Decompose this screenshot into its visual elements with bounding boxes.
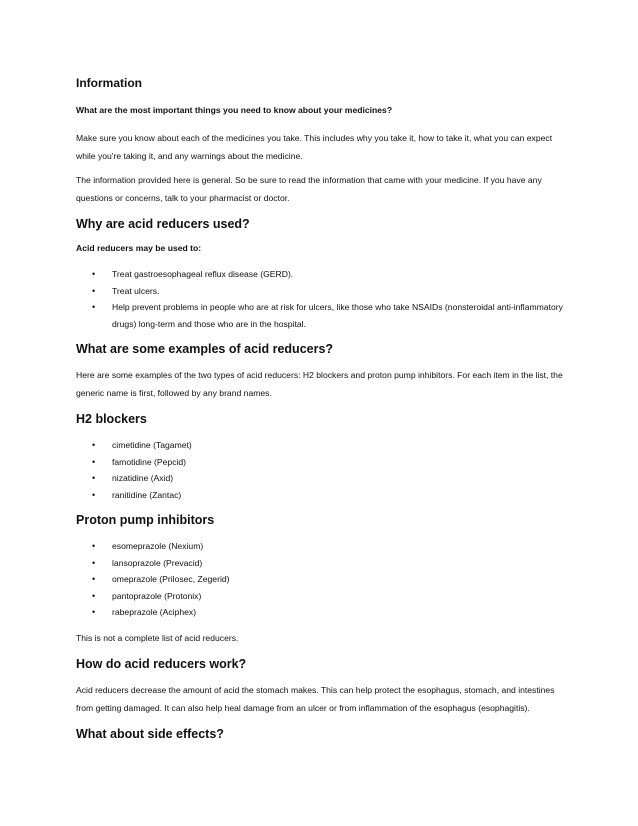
examples-paragraph: Here are some examples of the two types of acid reducers: H2 blockers and proton pump inhibitors. For each item in the list, the generic name is first, followed by any brand names.	[76, 370, 563, 398]
why-used-heading: Why are acid reducers used?	[76, 217, 250, 231]
list-item: • Treat gastroesophageal reflux disease (GERD).	[92, 266, 566, 283]
list-item: • Help prevent problems in people who are at risk for ulcers, like those who take NSAIDs (nonsteroidal anti-inflammatory drugs) long-term and those who are in the hospital.	[92, 299, 566, 332]
document-page	[76, 76, 566, 752]
list-item: • pantoprazole (Protonix)	[92, 588, 566, 605]
bullet-icon: •	[92, 607, 96, 617]
bullet-icon: •	[92, 302, 96, 312]
bullet-icon: •	[92, 440, 96, 450]
bullet-icon: •	[92, 590, 96, 601]
list-item: • ranitidine (Zantac)	[92, 487, 566, 504]
bullet-icon: •	[92, 269, 96, 279]
bullet-icon: •	[92, 489, 96, 500]
how-work-paragraph: Acid reducers decrease the amount of acid the stomach makes. This can help protect the esophagus, stomach, and intestines from getting damaged. It can also help heal damage from an ulcer or from inflammation of the esophagus (esophagitis).	[76, 685, 555, 713]
side-effects-heading: What about side effects?	[76, 727, 224, 741]
how-work-heading: How do acid reducers work?	[76, 657, 247, 671]
bullet-icon: •	[92, 456, 96, 467]
information-heading: Information	[76, 76, 142, 90]
ppi-list	[76, 538, 566, 621]
list-item: • rabeprazole (Aciphex)	[92, 604, 566, 621]
list-item: • Treat ulcers.	[92, 283, 566, 300]
list-item: • famotidine (Pepcid)	[92, 454, 566, 471]
list-item: • esomeprazole (Nexium)	[92, 538, 566, 555]
bullet-icon: •	[92, 541, 96, 551]
h2-blockers-list	[76, 437, 566, 503]
general-information-paragraph: The information provided here is general. So be sure to read the information that came with your medicine. If you have any questions or concerns, talk to your pharmacist or doctor.	[76, 175, 542, 203]
not-complete-note: This is not a complete list of acid reducers.	[76, 632, 239, 643]
important-things-question: What are the most important things you need to know about your medicines?	[76, 105, 393, 115]
bullet-icon: •	[92, 557, 96, 568]
h2-blockers-heading: H2 blockers	[76, 412, 147, 426]
bullet-icon: •	[92, 574, 96, 584]
list-item: • cimetidine (Tagamet)	[92, 437, 566, 454]
bullet-icon: •	[92, 473, 96, 483]
list-item: • lansoprazole (Prevacid)	[92, 555, 566, 572]
uses-list	[76, 266, 566, 332]
ppi-heading: Proton pump inhibitors	[76, 513, 215, 527]
may-be-used-label: Acid reducers may be used to:	[76, 243, 202, 253]
list-item: • nizatidine (Axid)	[92, 470, 566, 487]
know-medicines-paragraph: Make sure you know about each of the medicines you take. This includes why you take it, how to take it, what you can expect while you're taking it, and any warnings about the medicine.	[76, 133, 553, 161]
list-item: • omeprazole (Prilosec, Zegerid)	[92, 571, 566, 588]
examples-heading: What are some examples of acid reducers?	[76, 342, 334, 356]
bullet-icon: •	[92, 285, 96, 296]
